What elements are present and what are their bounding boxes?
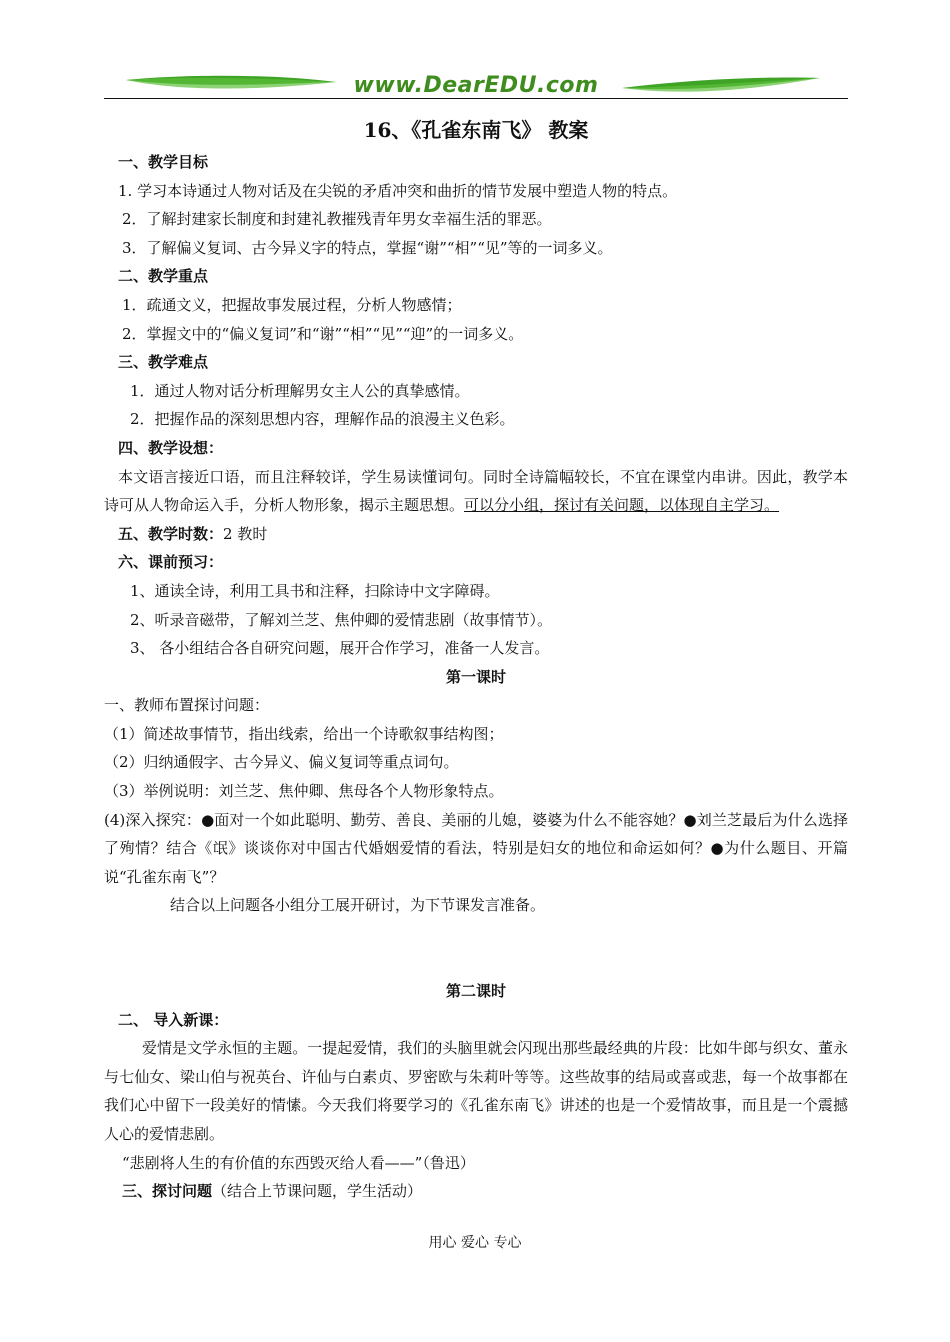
discussion-item: （2）归纳通假字、古今异义、偏义复词等重点词句。 bbox=[104, 753, 459, 772]
discussion-section-note: （结合上节课问题，学生活动） bbox=[212, 1182, 423, 1201]
objective-item: 2．了解封建家长制度和封建礼教摧残青年男女幸福生活的罪恶。 bbox=[122, 210, 552, 229]
discussion-item: （1）简述故事情节，指出线索，给出一个诗歌叙事结构图； bbox=[104, 724, 504, 743]
difficulty-item: 2．把握作品的深刻思想内容，理解作品的浪漫主义色彩。 bbox=[130, 410, 515, 429]
document-body bbox=[104, 112, 848, 1206]
page-footer: 用心 爱心 专心 bbox=[428, 1235, 522, 1251]
section-heading-discussion: 三、探讨问题 bbox=[122, 1182, 213, 1201]
blank-space bbox=[104, 920, 848, 977]
teaching-plan-paragraph bbox=[104, 463, 848, 520]
lesson-one-heading: 第一课时 bbox=[445, 667, 506, 686]
discussion-item-deep: (4)深入探究：●面对一个如此聪明、勤劳、善良、美丽的儿媳，婆婆为什么不能容她？●刘兰芝最后为什么选择了殉情？结合《氓》谈谈你对中国古代婚姻爱情的看法，特别是妇女的地位和命运如何？●为什么题目、开篇说“孔雀东南飞”？ bbox=[104, 810, 848, 886]
teaching-hours-value: 2 教时 bbox=[223, 524, 268, 543]
key-point-item: 2．掌握文中的“偏义复词”和“谢”“相”“见”“迎”的一词多义。 bbox=[122, 324, 524, 343]
objective-item: 1. 学习本诗通过人物对话及在尖锐的矛盾冲突和曲折的情节发展中塑造人物的特点。 bbox=[118, 181, 678, 200]
lesson-one-intro: 一、教师布置探讨问题： bbox=[104, 696, 270, 715]
header-rule bbox=[104, 98, 848, 99]
section-heading-key-points: 二、教学重点 bbox=[118, 267, 209, 286]
section-heading-objectives: 一、教学目标 bbox=[118, 153, 209, 171]
lesson-one-closing: 结合以上问题各小组分工展开研讨，为下节课发言准备。 bbox=[170, 896, 546, 915]
section-heading-difficulties: 三、教学难点 bbox=[118, 353, 209, 372]
section-heading-preview: 六、课前预习： bbox=[118, 553, 224, 572]
site-logo-text: www.DearEDU.com bbox=[353, 73, 599, 98]
discussion-section-line bbox=[104, 1177, 848, 1206]
section-heading-teaching-hours: 五、教学时数： bbox=[118, 524, 224, 543]
section-heading-introduction: 二、 导入新课： bbox=[118, 1010, 229, 1029]
preview-item: 1、通读全诗，利用工具书和注释，扫除诗中文字障碍。 bbox=[130, 581, 500, 600]
preview-item: 2、听录音磁带，了解刘兰芝、焦仲卿的爱情悲剧（故事情节）。 bbox=[130, 610, 553, 629]
teaching-plan-underlined-text: 可以分小组，探讨有关问题，以体现自主学习。 bbox=[464, 496, 780, 515]
lu-xun-quote: “悲剧将人生的有价值的东西毁灭给人看——”（鲁迅） bbox=[122, 1153, 475, 1172]
preview-item: 3、 各小组结合各自研究问题，展开合作学习，准备一人发言。 bbox=[130, 639, 550, 658]
key-point-item: 1．疏通文义，把握故事发展过程，分析人物感情； bbox=[122, 295, 462, 314]
difficulty-item: 1．通过人物对话分析理解男女主人公的真挚感情。 bbox=[130, 381, 470, 400]
objective-item: 3．了解偏义复词、古今异义字的特点，掌握“谢”“相”“见”等的一词多义。 bbox=[122, 238, 613, 257]
introduction-paragraph: 爱情是文学永恒的主题。一提起爱情，我们的头脑里就会闪现出那些最经典的片段：比如牛郎与织女、董永与七仙女、梁山伯与祝英台、许仙与白素贞、罗密欧与朱莉叶等等。这些故事的结局或喜或悲，每一个故事都在我们心中留下一段美好的情愫。今天我们将要学习的《孔雀东南飞》讲述的也是一个爱情故事，而且是一个震撼人心的爱情悲剧。 bbox=[104, 1039, 848, 1143]
discussion-item: （3）举例说明：刘兰芝、焦仲卿、焦母各个人物形象特点。 bbox=[104, 782, 504, 801]
section-heading-teaching-plan: 四、教学设想： bbox=[118, 438, 224, 457]
page-title: 16、《孔雀东南飞》 教案 bbox=[363, 118, 589, 142]
teaching-plan-text: 本文语言接近口语，而且注释较详，学生易读懂词句。同时全诗篇幅较长，不宜在课堂内串讲。因此，教学本诗可从人物命运入手，分析人物形象，揭示主题思想。 bbox=[104, 467, 848, 515]
teaching-hours-line bbox=[104, 520, 848, 549]
lesson-two-heading: 第二课时 bbox=[445, 982, 506, 1001]
